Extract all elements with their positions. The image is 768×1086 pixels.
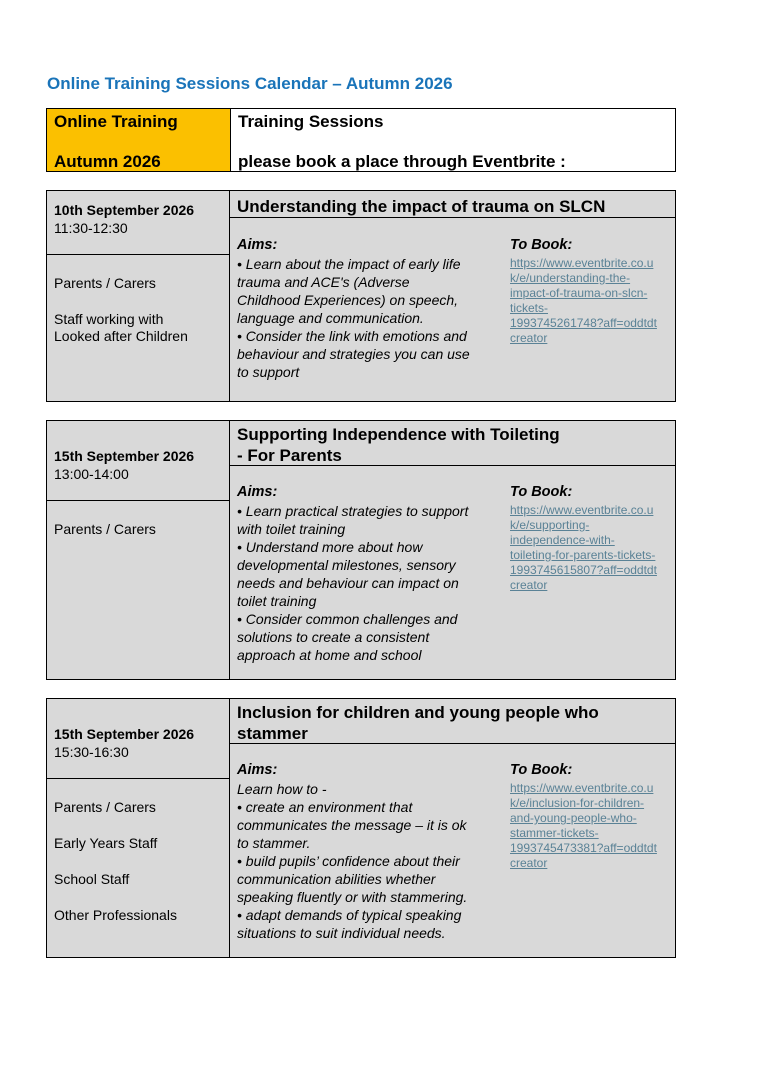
booking-link[interactable]: independence-with- [510, 533, 615, 547]
booking-link[interactable]: https://www.eventbrite.co.u [510, 781, 654, 795]
booking-link[interactable]: 1993745473381?aff=oddtdt [510, 841, 657, 855]
aim-line: Childhood Experiences) on speech, [237, 292, 459, 308]
session-time: 15:30-16:30 [54, 744, 129, 760]
booking-link[interactable]: https://www.eventbrite.co.u [510, 256, 654, 270]
header-right-line2: please book a place through Eventbrite : [238, 152, 566, 171]
session-2-date-cell [47, 421, 229, 501]
audience-item: Staff working with [54, 311, 164, 327]
aim-line: • Consider the link with emotions and [237, 328, 467, 344]
aim-line: developmental milestones, sensory [237, 557, 456, 573]
booking-link[interactable]: creator [510, 856, 548, 870]
session-title [230, 421, 675, 466]
booking-section [510, 761, 672, 871]
booking-link[interactable]: 1993745615807?aff=oddtdt [510, 563, 657, 577]
aim-line: • build pupils’ confidence about their [237, 853, 460, 869]
aim-line: Learn how to - [237, 781, 327, 797]
booking-link[interactable]: impact-of-trauma-on-slcn- [510, 286, 648, 300]
aim-line: • Learn about the impact of early life [237, 256, 461, 272]
audience-item: Other Professionals [54, 907, 177, 923]
session-date: 10th September 2026 [54, 202, 195, 218]
aim-line: situations to suit individual needs. [237, 925, 446, 941]
booking-link[interactable]: toileting-for-parents-tickets- [510, 548, 656, 562]
aim-line: to support [237, 364, 300, 380]
session-3-audience [54, 799, 177, 943]
audience-item: School Staff [54, 871, 130, 887]
booking-link[interactable]: creator [510, 578, 548, 592]
session-1 [46, 190, 676, 402]
session-2-left-column [47, 421, 230, 679]
session-2-right-column [230, 421, 675, 679]
session-title-line: - For Parents [237, 446, 342, 465]
book-label: To Book: [510, 237, 573, 253]
book-label: To Book: [510, 762, 573, 778]
header-left-line2: Autumn 2026 [54, 152, 161, 171]
session-1-left-column [47, 191, 230, 401]
session-date: 15th September 2026 [54, 448, 195, 464]
booking-section [510, 236, 672, 346]
aim-line: speaking fluently or with stammering. [237, 889, 468, 905]
booking-link[interactable]: and-young-people-who- [510, 811, 637, 825]
aim-line: • adapt demands of typical speaking [237, 907, 462, 923]
session-title-line: Supporting Independence with Toileting [237, 425, 560, 444]
audience-item: Parents / Carers [54, 275, 156, 291]
header-left-line1: Online Training [54, 112, 178, 131]
session-title [230, 699, 675, 744]
session-3 [46, 698, 676, 958]
aims-label: Aims: [237, 762, 278, 778]
aims-section [237, 236, 499, 381]
session-2 [46, 420, 676, 680]
aim-line: with toilet training [237, 521, 346, 537]
aim-line: behaviour and strategies you can use [237, 346, 470, 362]
header-right-line1: Training Sessions [238, 112, 384, 131]
booking-section [510, 483, 672, 593]
aim-line: language and communication. [237, 310, 424, 326]
aim-line: toilet training [237, 593, 317, 609]
aim-line: trauma and ACE's (Adverse [237, 274, 410, 290]
aim-line: to stammer. [237, 835, 311, 851]
aim-line: communicates the message – it is ok [237, 817, 467, 833]
audience-item: Early Years Staff [54, 835, 158, 851]
aims-section [237, 483, 499, 664]
audience-item: Looked after Children [54, 328, 188, 344]
page-title: Online Training Sessions Calendar – Autumn 2026 [47, 74, 453, 93]
aim-line: • create an environment that [237, 799, 413, 815]
aim-line: • Learn practical strategies to support [237, 503, 469, 519]
session-1-right-column [230, 191, 675, 401]
session-date: 15th September 2026 [54, 726, 195, 742]
header-table [46, 108, 676, 172]
booking-link[interactable]: stammer-tickets- [510, 826, 599, 840]
header-left-cell [47, 109, 231, 171]
session-time: 11:30-12:30 [54, 220, 128, 236]
booking-link[interactable]: k/e/inclusion-for-children- [510, 796, 645, 810]
session-title-line: stammer [237, 724, 308, 743]
session-1-date-cell [47, 191, 229, 255]
booking-link[interactable]: k/e/understanding-the- [510, 271, 631, 285]
book-label: To Book: [510, 484, 573, 500]
session-title-line: Understanding the impact of trauma on SLCN [237, 197, 606, 216]
booking-link[interactable]: k/e/supporting- [510, 518, 590, 532]
session-3-left-column [47, 699, 230, 957]
booking-link[interactable]: https://www.eventbrite.co.u [510, 503, 654, 517]
booking-link[interactable]: tickets- [510, 301, 549, 315]
aim-line: • Understand more about how [237, 539, 423, 555]
aims-section [237, 761, 499, 942]
session-1-audience [54, 275, 188, 364]
audience-item: Parents / Carers [54, 799, 156, 815]
aim-line: communication abilities whether [237, 871, 436, 887]
aim-line: needs and behaviour can impact on [237, 575, 459, 591]
session-title-line: Inclusion for children and young people who [237, 703, 599, 722]
aim-line: • Consider common challenges and [237, 611, 458, 627]
session-3-date-cell [47, 699, 229, 779]
session-time: 13:00-14:00 [54, 466, 129, 482]
aims-label: Aims: [237, 237, 278, 253]
session-title [230, 191, 675, 218]
aim-line: solutions to create a consistent [237, 629, 430, 645]
audience-item: Parents / Carers [54, 521, 156, 537]
booking-link[interactable]: 1993745261748?aff=oddtdt [510, 316, 657, 330]
booking-link[interactable]: creator [510, 331, 548, 345]
header-right-cell [231, 109, 675, 171]
session-2-audience [54, 521, 156, 557]
aims-label: Aims: [237, 484, 278, 500]
session-3-right-column [230, 699, 675, 957]
aim-line: approach at home and school [237, 647, 422, 663]
